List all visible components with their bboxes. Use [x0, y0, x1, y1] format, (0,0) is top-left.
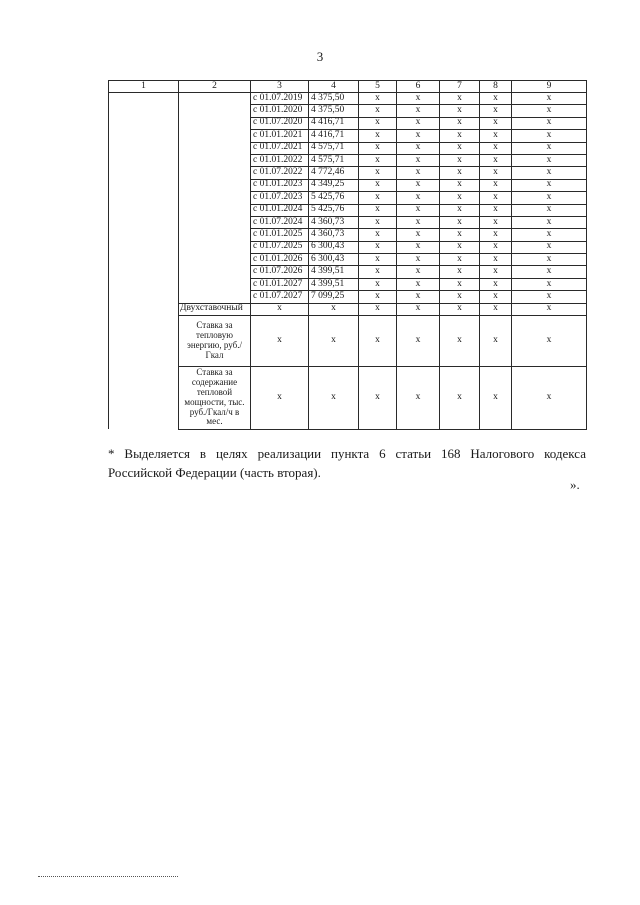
period-date: с 01.07.2027	[251, 291, 309, 303]
x-mark: x	[480, 229, 512, 241]
x-mark: x	[440, 93, 480, 105]
rate-value: 6 300,43	[309, 254, 359, 266]
period-date: с 01.01.2020	[251, 105, 309, 117]
page-number: 3	[316, 49, 324, 64]
x-mark: x	[512, 117, 587, 129]
energy-rate-row	[109, 315, 587, 366]
blank-cell	[109, 93, 179, 430]
x-mark: x	[397, 192, 440, 204]
x-mark: x	[359, 204, 397, 216]
x-mark: x	[397, 216, 440, 228]
column-header: 8	[480, 81, 512, 93]
x-mark: x	[359, 179, 397, 191]
x-mark: x	[359, 278, 397, 290]
x-mark: x	[480, 93, 512, 105]
x-mark: x	[440, 192, 480, 204]
x-mark: x	[480, 204, 512, 216]
x-mark: x	[512, 315, 587, 366]
rate-value: 4 375,50	[309, 105, 359, 117]
x-mark: x	[397, 254, 440, 266]
x-mark: x	[440, 105, 480, 117]
rate-value: 4 772,46	[309, 167, 359, 179]
x-mark: x	[512, 291, 587, 303]
x-mark: x	[251, 303, 309, 315]
x-mark: x	[440, 315, 480, 366]
x-mark: x	[480, 254, 512, 266]
rate-value: 4 375,50	[309, 93, 359, 105]
x-mark: x	[397, 167, 440, 179]
x-mark: x	[251, 315, 309, 366]
x-mark: x	[480, 105, 512, 117]
x-mark: x	[359, 303, 397, 315]
column-header: 1	[109, 81, 179, 93]
x-mark: x	[397, 105, 440, 117]
x-mark: x	[397, 366, 440, 429]
column-header: 3	[251, 81, 309, 93]
x-mark: x	[440, 154, 480, 166]
x-mark: x	[309, 366, 359, 429]
x-mark: x	[397, 204, 440, 216]
x-mark: x	[512, 241, 587, 253]
x-mark: x	[440, 266, 480, 278]
x-mark: x	[397, 229, 440, 241]
rate-value: 4 360,73	[309, 216, 359, 228]
x-mark: x	[359, 192, 397, 204]
rate-value: 6 300,43	[309, 241, 359, 253]
rate-value: 4 416,71	[309, 117, 359, 129]
x-mark: x	[440, 216, 480, 228]
capacity-rate-label: Ставка за содержание тепловой мощности, тыс. руб./Гкал/ч в мес.	[179, 366, 251, 429]
x-mark: x	[359, 291, 397, 303]
x-mark: x	[440, 117, 480, 129]
x-mark: x	[440, 291, 480, 303]
x-mark: x	[397, 303, 440, 315]
period-date: с 01.01.2024	[251, 204, 309, 216]
x-mark: x	[512, 142, 587, 154]
rate-value: 5 425,76	[309, 204, 359, 216]
x-mark: x	[512, 229, 587, 241]
x-mark: x	[480, 241, 512, 253]
x-mark: x	[397, 117, 440, 129]
x-mark: x	[440, 142, 480, 154]
x-mark: x	[359, 93, 397, 105]
footer-divider	[38, 876, 178, 877]
column-header: 6	[397, 81, 440, 93]
x-mark: x	[480, 266, 512, 278]
x-mark: x	[512, 366, 587, 429]
x-mark: x	[440, 254, 480, 266]
table-row	[109, 93, 587, 105]
x-mark: x	[397, 130, 440, 142]
period-date: с 01.01.2021	[251, 130, 309, 142]
x-mark: x	[397, 315, 440, 366]
column-header: 9	[512, 81, 587, 93]
period-date: с 01.07.2023	[251, 192, 309, 204]
header-row	[109, 81, 587, 93]
column-header: 2	[179, 81, 251, 93]
x-mark: x	[512, 254, 587, 266]
footnote: * Выделяется в целях реализации пункта 6 статьи 168 Налогового кодекса Российской Федерации (часть вторая).	[108, 446, 586, 480]
x-mark: x	[480, 303, 512, 315]
x-mark: x	[309, 315, 359, 366]
x-mark: x	[359, 130, 397, 142]
x-mark: x	[480, 167, 512, 179]
x-mark: x	[440, 278, 480, 290]
x-mark: x	[440, 204, 480, 216]
rate-value: 4 399,51	[309, 278, 359, 290]
period-date: с 01.01.2026	[251, 254, 309, 266]
period-date: с 01.07.2022	[251, 167, 309, 179]
period-date: с 01.07.2019	[251, 93, 309, 105]
rate-value: 4 575,71	[309, 142, 359, 154]
x-mark: x	[397, 142, 440, 154]
x-mark: x	[512, 154, 587, 166]
rate-value: 4 575,71	[309, 154, 359, 166]
x-mark: x	[397, 266, 440, 278]
x-mark: x	[512, 105, 587, 117]
x-mark: x	[480, 278, 512, 290]
closing-quote: ».	[570, 477, 580, 492]
period-date: с 01.07.2026	[251, 266, 309, 278]
period-date: с 01.07.2020	[251, 117, 309, 129]
x-mark: x	[359, 315, 397, 366]
x-mark: x	[359, 154, 397, 166]
x-mark: x	[512, 266, 587, 278]
x-mark: x	[359, 229, 397, 241]
x-mark: x	[512, 204, 587, 216]
x-mark: x	[397, 291, 440, 303]
x-mark: x	[512, 303, 587, 315]
x-mark: x	[397, 278, 440, 290]
x-mark: x	[440, 130, 480, 142]
x-mark: x	[359, 241, 397, 253]
period-date: с 01.01.2025	[251, 229, 309, 241]
x-mark: x	[480, 216, 512, 228]
x-mark: x	[512, 130, 587, 142]
x-mark: x	[480, 192, 512, 204]
column-header: 7	[440, 81, 480, 93]
tariff-table	[108, 80, 587, 430]
x-mark: x	[480, 117, 512, 129]
x-mark: x	[512, 179, 587, 191]
rate-value: 5 425,76	[309, 192, 359, 204]
period-date: с 01.01.2022	[251, 154, 309, 166]
energy-rate-label: Ставка за тепловую энергию, руб./Гкал	[179, 315, 251, 366]
x-mark: x	[440, 241, 480, 253]
x-mark: x	[359, 216, 397, 228]
x-mark: x	[251, 366, 309, 429]
x-mark: x	[309, 303, 359, 315]
period-date: с 01.07.2025	[251, 241, 309, 253]
rate-value: 4 349,25	[309, 179, 359, 191]
period-date: с 01.01.2023	[251, 179, 309, 191]
x-mark: x	[397, 154, 440, 166]
x-mark: x	[512, 167, 587, 179]
x-mark: x	[359, 254, 397, 266]
x-mark: x	[440, 366, 480, 429]
capacity-rate-row	[109, 366, 587, 429]
rate-value: 4 360,73	[309, 229, 359, 241]
period-date: с 01.01.2027	[251, 278, 309, 290]
x-mark: x	[512, 278, 587, 290]
x-mark: x	[359, 167, 397, 179]
x-mark: x	[480, 142, 512, 154]
x-mark: x	[440, 303, 480, 315]
x-mark: x	[359, 366, 397, 429]
x-mark: x	[480, 179, 512, 191]
x-mark: x	[359, 105, 397, 117]
x-mark: x	[440, 229, 480, 241]
x-mark: x	[440, 167, 480, 179]
x-mark: x	[512, 216, 587, 228]
x-mark: x	[397, 179, 440, 191]
column-header: 5	[359, 81, 397, 93]
x-mark: x	[480, 130, 512, 142]
period-date: с 01.07.2021	[251, 142, 309, 154]
x-mark: x	[397, 93, 440, 105]
x-mark: x	[397, 241, 440, 253]
x-mark: x	[480, 366, 512, 429]
two-part-row	[109, 303, 587, 315]
rate-value: 7 099,25	[309, 291, 359, 303]
x-mark: x	[512, 192, 587, 204]
column-header: 4	[309, 81, 359, 93]
x-mark: x	[359, 117, 397, 129]
x-mark: x	[480, 291, 512, 303]
x-mark: x	[480, 315, 512, 366]
x-mark: x	[359, 266, 397, 278]
rate-value: 4 416,71	[309, 130, 359, 142]
period-date: с 01.07.2024	[251, 216, 309, 228]
blank-cell	[179, 93, 251, 304]
x-mark: x	[440, 179, 480, 191]
rate-value: 4 399,51	[309, 266, 359, 278]
x-mark: x	[480, 154, 512, 166]
x-mark: x	[512, 93, 587, 105]
two-part-label: Двухставочный	[179, 303, 251, 315]
x-mark: x	[359, 142, 397, 154]
